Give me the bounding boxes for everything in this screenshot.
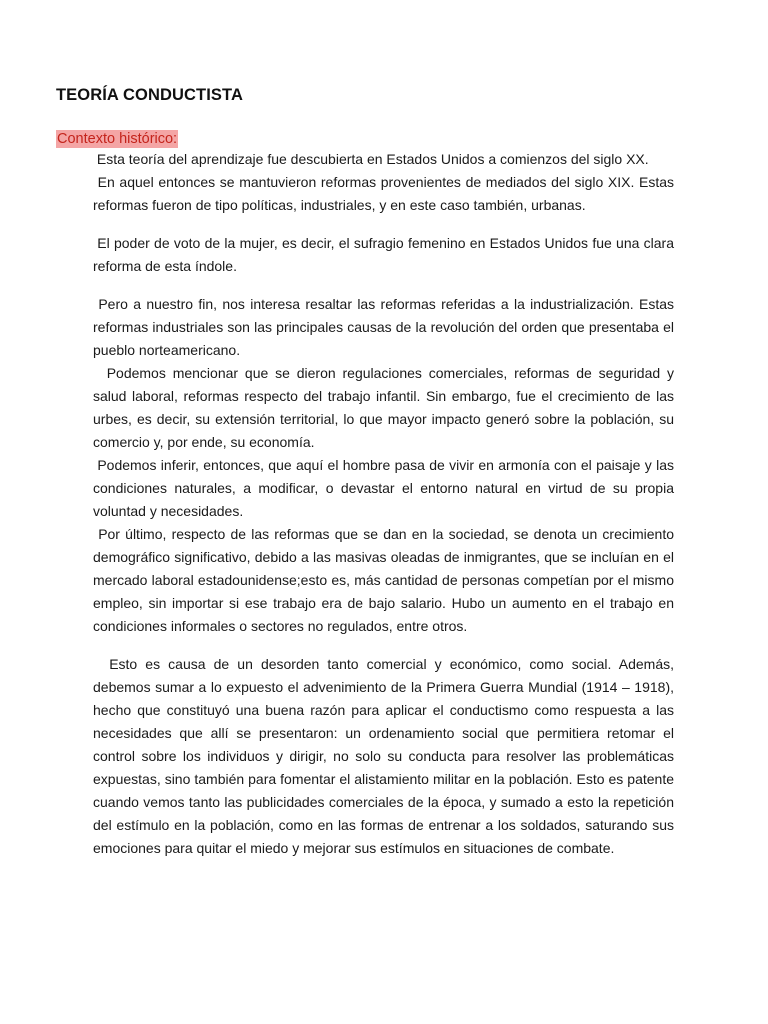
- paragraph-5: Podemos mencionar que se dieron regulaciones comerciales, reformas de seguridad y salud laboral, reformas respecto del trabajo infantil. Sin embargo, fue el crecimiento de las urbes, es decir, su extensión territorial, lo que mayor impacto generó sobre la población, su comercio y, por ende, su economía.: [93, 365, 678, 450]
- paragraph-8: Esto es causa de un desorden tanto comercial y económico, como social. Además, debemos sumar a lo expuesto el advenimiento de la Primera Guerra Mundial (1914 – 1918), hecho que constituyó una buena razón para aplicar el conductismo como respuesta a las necesidades que allí se presentaron: un ordenamiento social que permitiera retomar el control sobre los individuos y dirigir, no solo su conducta para resolver las problemáticas expuestas, sino también para fomentar el alistamiento militar en la población. Esto es patente cuando vemos tanto las publicidades comerciales de la época, y sumado a esto la repetición del estímulo en la población, como en las formas de entrenar a los soldados, saturando sus emociones para quitar el miedo y mejorar sus estímulos en situaciones de combate.: [93, 656, 678, 856]
- paragraph-7: Por último, respecto de las reformas que se dan en la sociedad, se denota un crecimiento demográfico significativo, debido a las masivas oleadas de inmigrantes, que se incluían en el mercado laboral estadounidense;esto es, más cantidad de personas competían por el mismo empleo, sin importar si ese trabajo era de bajo salario. Hubo un aumento en el trabajo en condiciones informales o sectores no regulados, entre otros.: [93, 526, 678, 634]
- section-label-highlighted: Contexto histórico:: [57, 131, 178, 147]
- paragraph-3: El poder de voto de la mujer, es decir, el sufragio femenino en Estados Unidos fue una clara reforma de esta índole.: [93, 235, 678, 274]
- document-body: [93, 148, 678, 860]
- paragraph-6: Podemos inferir, entonces, que aquí el hombre pasa de vivir en armonía con el paisaje y las condiciones naturales, a modificar, o devastar el entorno natural en virtud de su propia voluntad y necesidades.: [93, 457, 678, 519]
- paragraph-4: Pero a nuestro fin, nos interesa resaltar las reformas referidas a la industrialización. Estas reformas industriales son las principales causas de la revolución del orden que presentaba el pueblo norteamericano.: [93, 296, 678, 358]
- paragraph-2: En aquel entonces se mantuvieron reformas provenientes de mediados del siglo XIX. Estas reformas fueron de tipo políticas, industriales, y en este caso también, urbanas.: [93, 174, 678, 213]
- paragraph-1: Esta teoría del aprendizaje fue descubierta en Estados Unidos a comienzos del siglo XX.: [93, 151, 649, 167]
- document-title: TEORÍA CONDUCTISTA: [56, 86, 243, 104]
